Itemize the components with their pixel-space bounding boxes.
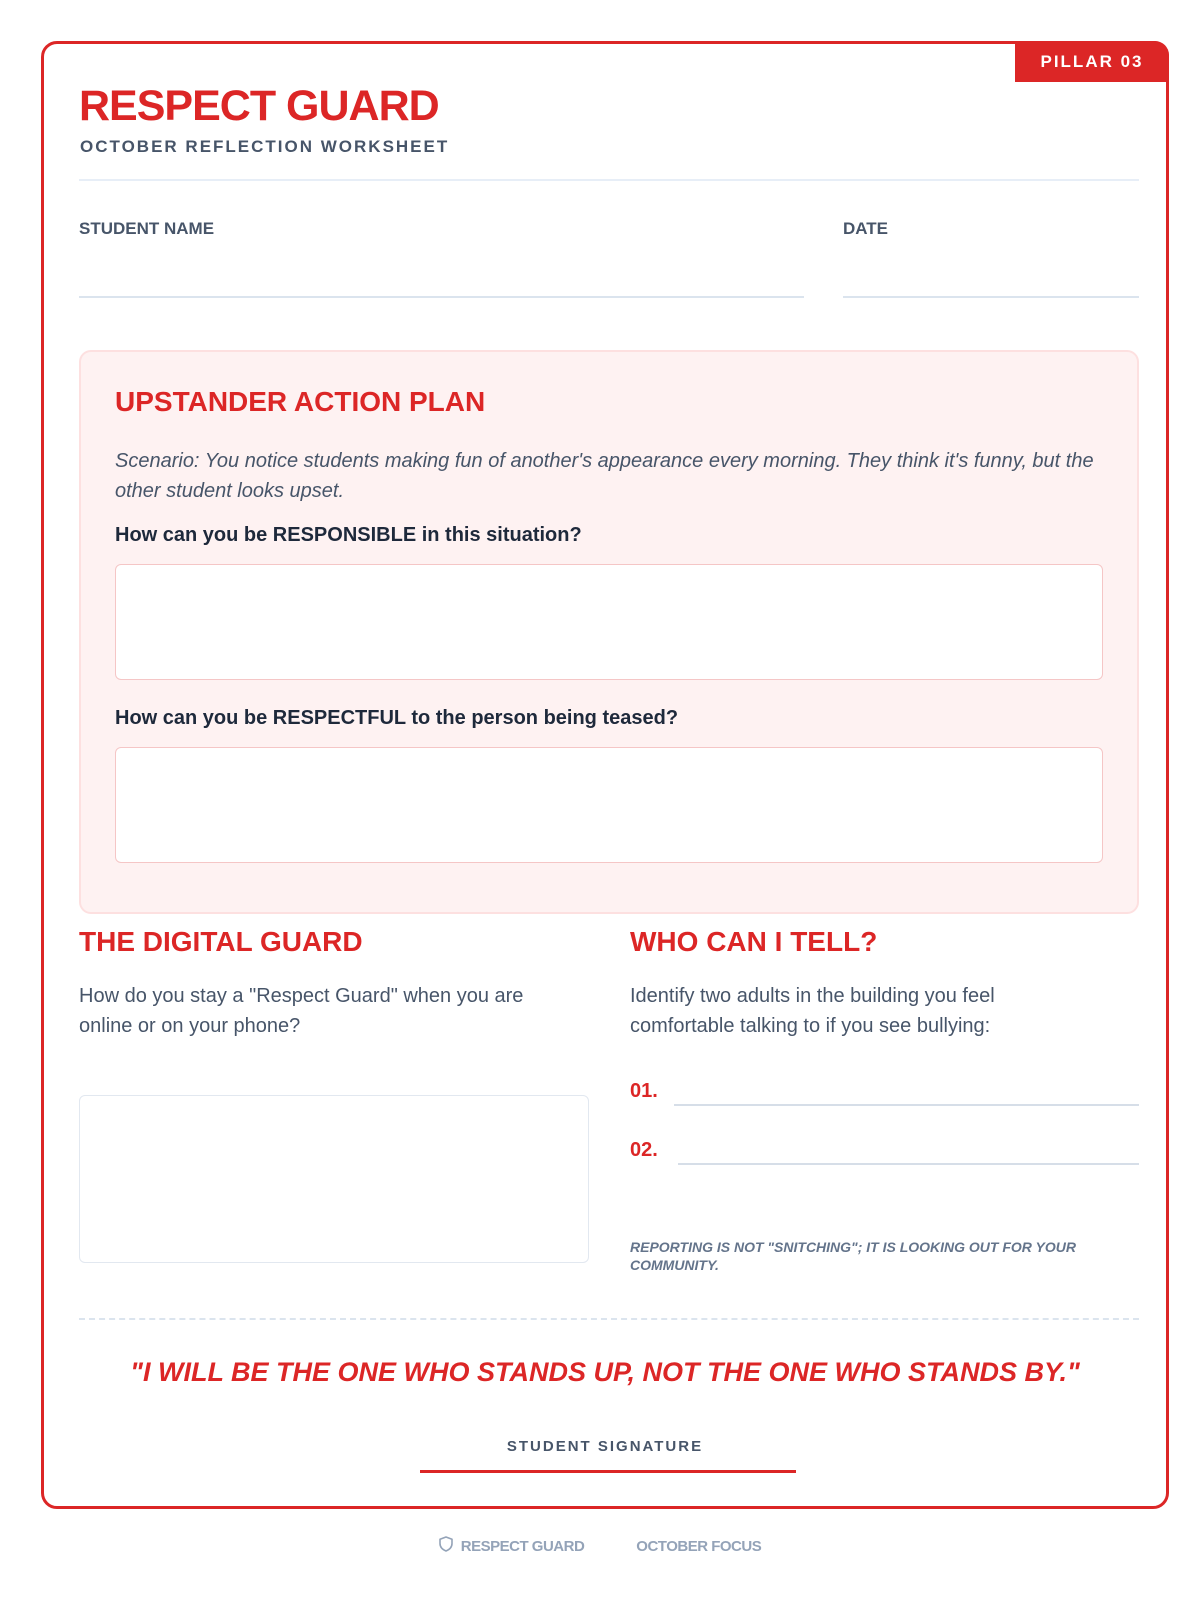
signature-field[interactable] — [420, 1470, 796, 1473]
digital-guard-title: THE DIGITAL GUARD — [79, 926, 363, 957]
date-label: DATE — [843, 219, 889, 238]
digital-guard-prompt: How do you stay a "Respect Guard" when you are online or on your phone? — [79, 985, 524, 1037]
student-name-field[interactable] — [79, 296, 804, 298]
upstander-action-plan — [79, 350, 1139, 914]
student-name-label: STUDENT NAME — [79, 219, 215, 238]
worksheet-card — [41, 41, 1169, 1509]
footer — [0, 1536, 1200, 1556]
digital-guard-answer-box[interactable] — [79, 1095, 589, 1263]
adult-two-number: 02. — [630, 1139, 658, 1161]
adult-one-field[interactable] — [674, 1104, 1139, 1106]
reporting-note: REPORTING IS NOT "SNITCHING"; IT IS LOOKING OUT FOR YOUR COMMUNITY. — [630, 1239, 1076, 1273]
upstander-title: UPSTANDER ACTION PLAN — [115, 386, 486, 417]
who-can-i-tell-prompt: Identify two adults in the building you feel comfortable talking to if you see bullying: — [630, 985, 995, 1037]
worksheet-subtitle: OCTOBER REFLECTION WORKSHEET — [80, 137, 450, 156]
who-can-i-tell-title: WHO CAN I TELL? — [630, 926, 878, 957]
signature-label: STUDENT SIGNATURE — [506, 1438, 704, 1455]
shield-icon — [439, 1536, 453, 1556]
adult-one-number: 01. — [630, 1080, 658, 1102]
worksheet-title: RESPECT GUARD — [79, 82, 439, 130]
respectful-answer-box[interactable] — [115, 747, 1103, 863]
date-field[interactable] — [843, 296, 1139, 298]
respectful-question: How can you be RESPECTFUL to the person being teased? — [115, 707, 679, 729]
footer-focus: OCTOBER FOCUS — [636, 1537, 762, 1555]
adult-two-field[interactable] — [678, 1163, 1139, 1165]
pledge-quote: "I WILL BE THE ONE WHO STANDS UP, NOT THE ONE WHO STANDS BY." — [130, 1357, 1080, 1387]
pillar-badge: PILLAR 03 — [1015, 41, 1169, 82]
dashed-divider — [79, 1318, 1139, 1320]
responsible-answer-box[interactable] — [115, 564, 1103, 680]
header-divider — [79, 179, 1139, 181]
footer-brand-label: RESPECT GUARD — [460, 1537, 585, 1555]
scenario-text: Scenario: You notice students making fun of another's appearance every morning. They think it's funny, but the other student looks upset. — [115, 450, 1094, 502]
footer-brand — [439, 1536, 585, 1556]
responsible-question: How can you be RESPONSIBLE in this situation? — [115, 524, 582, 546]
